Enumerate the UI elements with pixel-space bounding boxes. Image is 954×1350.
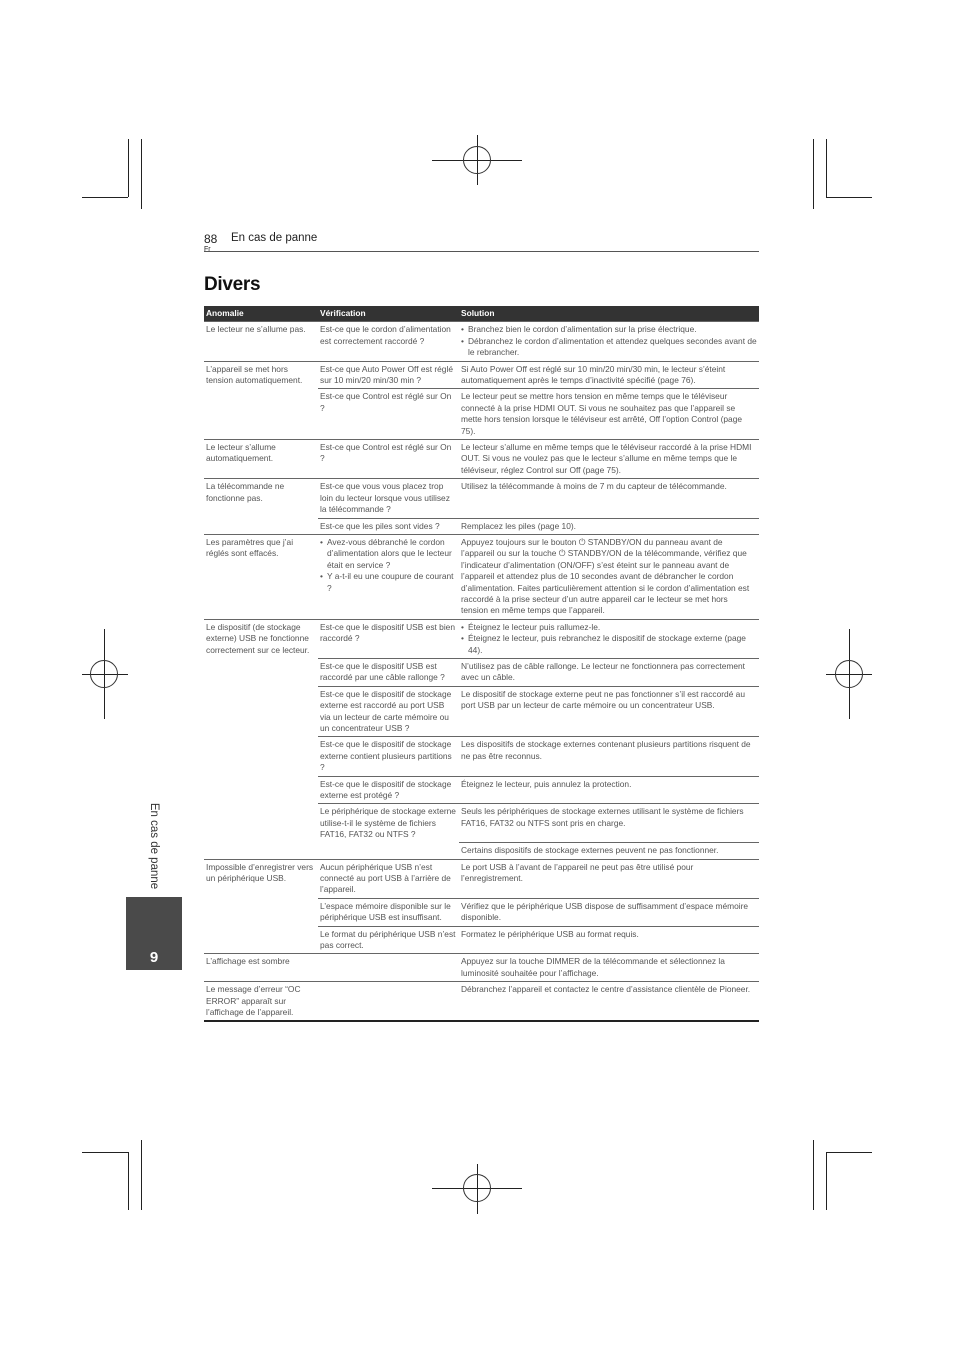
- crop-mark: [826, 197, 872, 198]
- section-title: En cas de panne: [231, 232, 318, 244]
- table-row: [204, 898, 759, 926]
- crop-mark: [141, 1140, 142, 1210]
- page-number: 88: [204, 232, 218, 246]
- troubleshooting-table: [204, 306, 759, 1022]
- crop-mark: [128, 1152, 129, 1210]
- anomaly-cell: Le message d’erreur “OC ERROR” apparaît sur l’affichage de l’appareil.: [204, 982, 318, 1022]
- table-row: [204, 954, 759, 982]
- check-cell: Est-ce que vous vous placez trop loin du lecteur lorsque vous utilisez la télécommande ?: [318, 479, 459, 518]
- anomaly-cell: Les paramètres que j’ai réglés sont effacés.: [204, 534, 318, 619]
- anomaly-cell: La télécommande ne fonctionne pas.: [204, 479, 318, 518]
- table-row: [204, 926, 759, 954]
- table-row: [204, 982, 759, 1022]
- anomaly-cell: [204, 389, 318, 440]
- check-cell: Aucun périphérique USB n’est connecté au port USB à l’arrière de l’appareil.: [318, 859, 459, 898]
- solution-cell: Formatez le périphérique USB au format requis.: [459, 926, 759, 954]
- crop-mark: [826, 139, 827, 197]
- solution-cell: Utilisez la télécommande à moins de 7 m du capteur de télécommande.: [459, 479, 759, 518]
- check-cell: Est-ce que le dispositif de stockage externe est protégé ?: [318, 776, 459, 804]
- table-row: [204, 534, 759, 619]
- check-bullet: • Y a-t-il eu une coupure de courant ?: [327, 571, 457, 594]
- check-cell: Est-ce que le cordon d’alimentation est correctement raccordé ?: [318, 322, 459, 361]
- solution-cell: Le port USB à l’avant de l’appareil ne peut pas être utilisé pour l’enregistrement.: [459, 859, 759, 898]
- table-row: [204, 843, 759, 859]
- crop-mark: [826, 1152, 872, 1153]
- solution-cell: Appuyez toujours sur le bouton ⏻ STANDBY/ON du panneau avant de l’appareil ou sur la touche ⏻ STANDBY/ON de la télécommande, vérifiez que l’indicateur d’alimentation (ON/OFF) s’est éteint sur le panneau avant de l’appareil et attendez plus de 10 secondes avant de débrancher le cordon d’alimentation. Faites particulièrement attention si le cordon d’alimentation est raccordé à la prise secteur d’un autre appareil car le lecteur se met hors tension en même temps que l’appareil.: [459, 534, 759, 619]
- solution-cell: [459, 322, 759, 361]
- table-row: [204, 440, 759, 479]
- registration-mark-circle: [90, 660, 118, 688]
- solution-cell: Les dispositifs de stockage externes contenant plusieurs partitions risquent de ne pas être reconnus.: [459, 737, 759, 776]
- check-bullet: • Avez-vous débranché le cordon d’alimentation alors que le lecteur était en service ?: [327, 537, 457, 571]
- table-row: [204, 776, 759, 804]
- table-row: [204, 737, 759, 776]
- check-cell: [318, 982, 459, 1022]
- crop-mark: [82, 1152, 128, 1153]
- crop-mark: [813, 1140, 814, 1210]
- check-cell: L’espace mémoire disponible sur le périphérique USB est insuffisant.: [318, 898, 459, 926]
- solution-cell: Si Auto Power Off est réglé sur 10 min/20 min/30 min, le lecteur s’éteint automatiquement après le temps d’inactivité spécifié (page 76).: [459, 361, 759, 389]
- crop-mark: [826, 1152, 827, 1210]
- anomaly-cell: [204, 804, 318, 843]
- solution-cell: Débranchez l’appareil et contactez le centre d’assistance clientèle de Pioneer.: [459, 982, 759, 1022]
- column-header-solution: Solution: [459, 306, 759, 322]
- check-cell: [318, 534, 459, 619]
- check-cell: Est-ce que le dispositif USB est raccordé par une câble rallonge ?: [318, 658, 459, 686]
- column-header-anomaly: Anomalie: [204, 306, 318, 322]
- anomaly-cell: [204, 843, 318, 859]
- anomaly-cell: [204, 737, 318, 776]
- solution-cell: [459, 619, 759, 658]
- anomaly-cell: [204, 926, 318, 954]
- solution-cell: Vérifiez que le périphérique USB dispose de suffisamment d’espace mémoire disponible.: [459, 898, 759, 926]
- anomaly-cell: [204, 518, 318, 534]
- check-cell: Est-ce que Control est réglé sur On ?: [318, 440, 459, 479]
- page-title: Divers: [204, 274, 261, 295]
- check-cell: Est-ce que le dispositif USB est bien raccordé ?: [318, 619, 459, 658]
- crop-mark: [813, 139, 814, 209]
- solution-cell: Éteignez le lecteur, puis annulez la protection.: [459, 776, 759, 804]
- check-cell: Le format du périphérique USB n’est pas correct.: [318, 926, 459, 954]
- solution-bullet: • Éteignez le lecteur, puis rebranchez le dispositif de stockage externe (page 44).: [468, 633, 757, 656]
- solution-cell: Le dispositif de stockage externe peut ne pas fonctionner s’il est raccordé au port USB par un lecteur de carte mémoire ou un concentrateur USB.: [459, 686, 759, 737]
- solution-cell: Certains dispositifs de stockage externes peuvent ne pas fonctionner.: [459, 843, 759, 859]
- solution-cell: Appuyez sur la touche DIMMER de la télécommande et sélectionnez la luminosité souhaitée pour l’affichage.: [459, 954, 759, 982]
- crop-mark: [128, 139, 129, 197]
- anomaly-cell: [204, 658, 318, 686]
- chapter-tab: [126, 897, 182, 970]
- anomaly-cell: L’appareil se met hors tension automatiquement.: [204, 361, 318, 389]
- anomaly-cell: [204, 776, 318, 804]
- solution-cell: Le lecteur peut se mettre hors tension en même temps que le téléviseur connecté à la prise HDMI OUT. Si vous ne souhaitez pas que l’appareil se mette hors tension lorsque le téléviseur est arrêté, Off l’option Control (page 75).: [459, 389, 759, 440]
- check-cell: [318, 954, 459, 982]
- solution-cell: N’utilisez pas de câble rallonge. Le lecteur ne fonctionnera pas correctement avec un câble.: [459, 658, 759, 686]
- check-cell: Est-ce que Auto Power Off est réglé sur 10 min/20 min/30 min ?: [318, 361, 459, 389]
- table-row: [204, 859, 759, 898]
- crop-mark: [82, 197, 128, 198]
- check-cell: Est-ce que le dispositif de stockage externe contient plusieurs partitions ?: [318, 737, 459, 776]
- anomaly-cell: Le lecteur ne s’allume pas.: [204, 322, 318, 361]
- language-code: Fr: [204, 246, 211, 253]
- chapter-number: 9: [149, 949, 159, 966]
- solution-cell: Remplacez les piles (page 10).: [459, 518, 759, 534]
- anomaly-cell: Impossible d’enregistrer vers un périphérique USB.: [204, 859, 318, 898]
- registration-mark-circle: [463, 1174, 491, 1202]
- solution-bullet: • Débranchez le cordon d’alimentation et attendez quelques secondes avant de le rebrancher.: [468, 336, 757, 359]
- registration-mark-circle: [463, 146, 491, 174]
- anomaly-cell: Le dispositif (de stockage externe) USB ne fonctionne correctement sur ce lecteur.: [204, 619, 318, 658]
- table-row: [204, 804, 759, 843]
- table-row: [204, 619, 759, 658]
- anomaly-cell: L’affichage est sombre: [204, 954, 318, 982]
- table-row: [204, 479, 759, 518]
- table-row: [204, 361, 759, 389]
- solution-bullet: • Éteignez le lecteur puis rallumez-le.: [468, 622, 757, 633]
- solution-bullet: • Branchez bien le cordon d’alimentation sur la prise électrique.: [468, 324, 757, 335]
- table-row: [204, 658, 759, 686]
- column-header-check: Vérification: [318, 306, 459, 322]
- check-cell: Est-ce que Control est réglé sur On ?: [318, 389, 459, 440]
- check-cell: Le périphérique de stockage externe utilise-t-il le système de fichiers FAT16, FAT32 ou NTFS ?: [318, 804, 459, 843]
- table-row: [204, 686, 759, 737]
- page-header: [204, 231, 759, 252]
- check-cell: [318, 843, 459, 859]
- check-cell: Est-ce que le dispositif de stockage externe est raccordé au port USB via un lecteur de carte mémoire ou un concentrateur USB ?: [318, 686, 459, 737]
- solution-cell: Le lecteur s’allume en même temps que le téléviseur raccordé à la prise HDMI OUT. Si vous ne voulez pas que le lecteur s’allume en même temps que le téléviseur, réglez Control sur Off (page 75).: [459, 440, 759, 479]
- table-row: [204, 518, 759, 534]
- table-row: [204, 389, 759, 440]
- anomaly-cell: [204, 686, 318, 737]
- table-row: [204, 322, 759, 361]
- crop-mark: [141, 139, 142, 209]
- table-header-row: [204, 306, 759, 322]
- check-cell: Est-ce que les piles sont vides ?: [318, 518, 459, 534]
- anomaly-cell: Le lecteur s’allume automatiquement.: [204, 440, 318, 479]
- registration-mark-circle: [835, 660, 863, 688]
- solution-cell: Seuls les périphériques de stockage externes utilisant le système de fichiers FAT16, FAT32 ou NTFS sont pris en charge.: [459, 804, 759, 843]
- side-section-label: En cas de panne: [148, 802, 160, 890]
- anomaly-cell: [204, 898, 318, 926]
